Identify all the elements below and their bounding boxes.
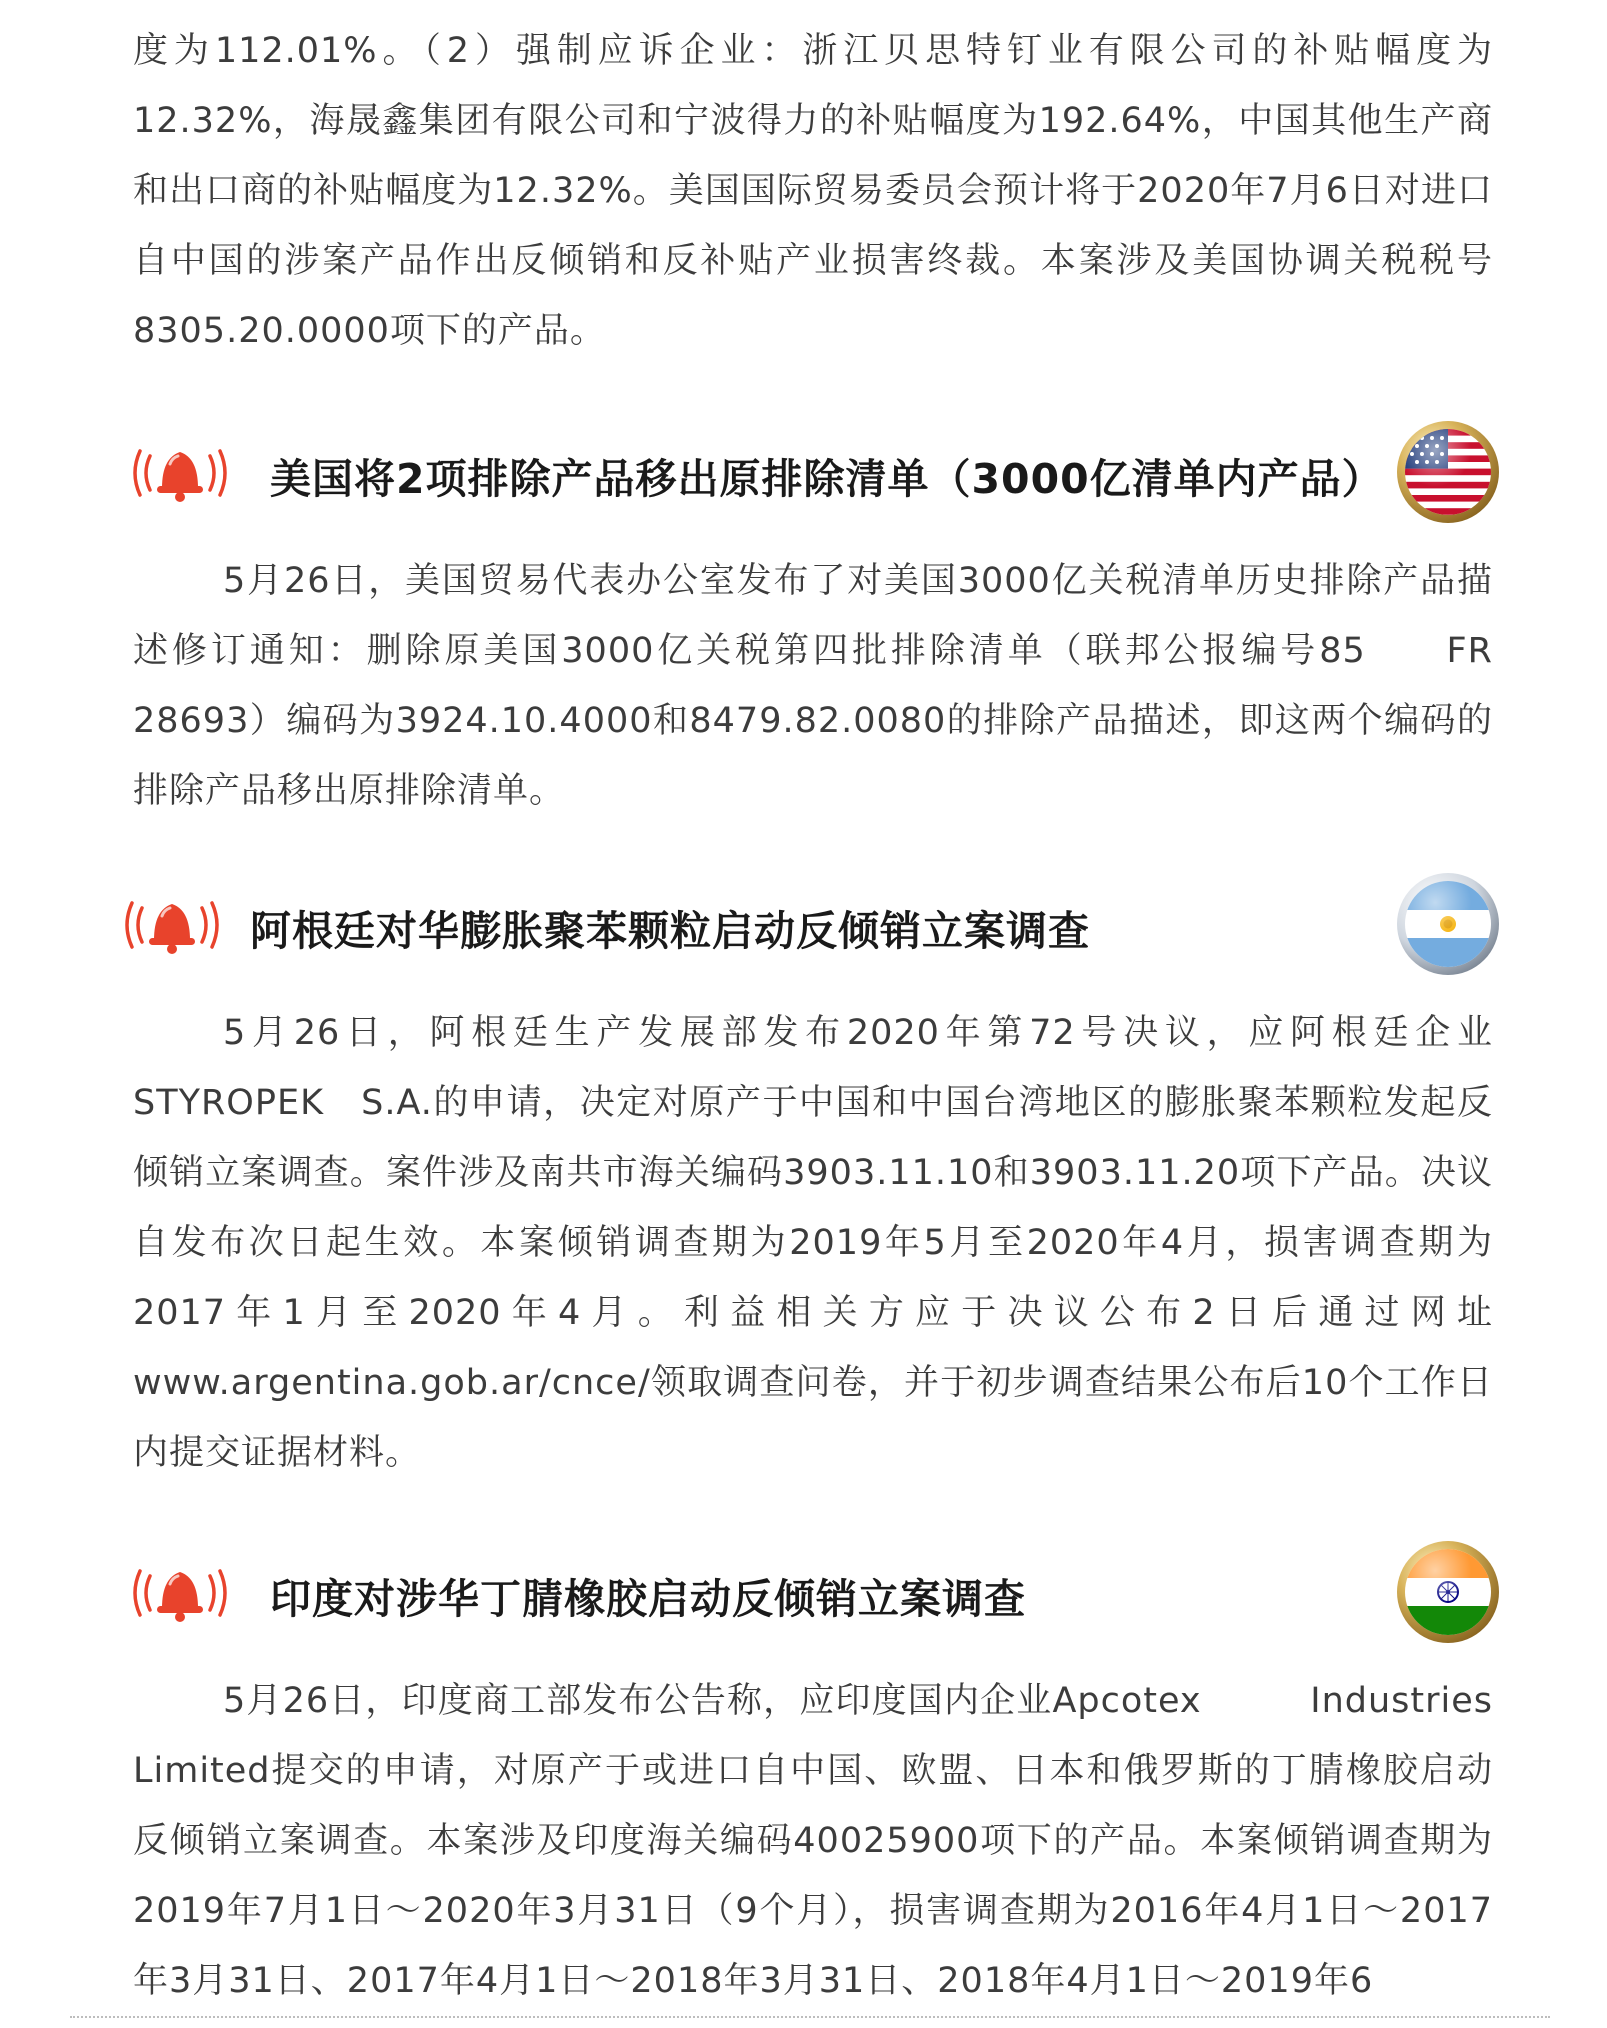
alarm-bell-icon: [130, 1562, 230, 1624]
india-flag-icon: [1396, 1540, 1500, 1644]
section-heading-argentina: [130, 872, 1500, 982]
argentina-flag-icon: [1396, 872, 1500, 976]
usa-flag-icon: [1396, 420, 1500, 524]
paragraph-argentina-investigation: 5月26日，阿根廷生产发展部发布2020年第72号决议，应阿根廷企业STYROPEK S.A.的申请，决定对原产于中国和中国台湾地区的膨胀聚苯颗粒发起反倾销立案调查。案件涉及南共市海关编码3903.11.10和3903.11.20项下产品。决议自发布次日起生效。本案倾销调查期为2019年5月至2020年4月，损害调查期为2017年1月至2020年4月。利益相关方应于决议公布2日后通过网址www.argentina.gob.ar/cnce/领取调查问卷，并于初步调查结果公布后10个工作日内提交证据材料。: [133, 1013, 1493, 1473]
bottom-divider: [70, 2016, 1550, 2018]
section-heading-us-exclusion: [130, 420, 1500, 530]
section-title-india: 印度对涉华丁腈橡胶启动反倾销立案调查: [270, 1575, 1026, 1623]
paragraph-india-investigation: 5月26日，印度商工部发布公告称，应印度国内企业Apcotex Industries Limited提交的申请，对原产于或进口自中国、欧盟、日本和俄罗斯的丁腈橡胶启动反倾销立案调查。本案涉及印度海关编码40025900项下的产品。本案倾销调查期为2019年7月1日～2020年3月31日（9个月），损害调查期为2016年4月1日～2017年3月31日、2017年4月1日～2018年3月31日、2018年4月1日～2019年6: [133, 1681, 1493, 2001]
section-title-us: 美国将2项排除产品移出原排除清单（3000亿清单内产品）: [270, 455, 1384, 503]
paragraph-us-exclusion: 5月26日，美国贸易代表办公室发布了对美国3000亿关税清单历史排除产品描述修订通知：删除原美国3000亿关税第四批排除清单（联邦公报编号85 FR 28693）编码为3924.10.4000和8479.82.0080的排除产品描述，即这两个编码的排除产品移出原排除清单。: [133, 561, 1493, 811]
paragraph-tariff-subsidy: 度为112.01%。（2）强制应诉企业：浙江贝思特钉业有限公司的补贴幅度为12.32%，海晟鑫集团有限公司和宁波得力的补贴幅度为192.64%，中国其他生产商和出口商的补贴幅度为12.32%。美国国际贸易委员会预计将于2020年7月6日对进口自中国的涉案产品作出反倾销和反补贴产业损害终裁。本案涉及美国协调关税税号8305.20.0000项下的产品。: [133, 31, 1493, 351]
alarm-bell-icon: [122, 894, 222, 956]
section-title-argentina: 阿根廷对华膨胀聚苯颗粒启动反倾销立案调查: [250, 907, 1090, 955]
section-heading-india: [130, 1540, 1500, 1650]
alarm-bell-icon: [130, 442, 230, 504]
